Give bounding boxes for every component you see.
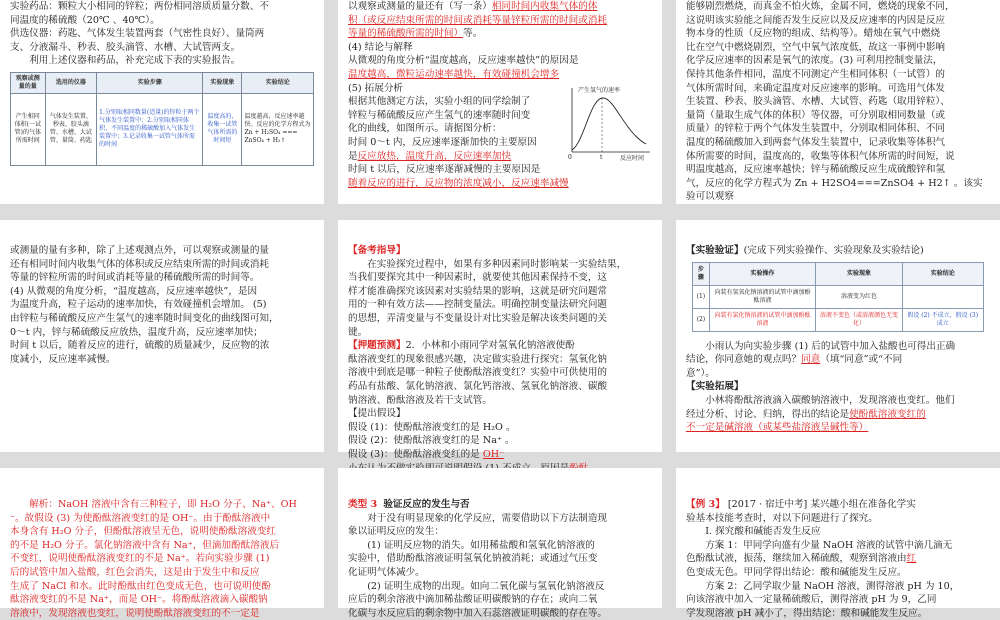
verification-table xyxy=(692,262,984,332)
explanation-line: 本身含有 H₂O 分子，但酚酞溶液呈无色，说明使酚酞溶液变红 xyxy=(10,526,277,538)
text-line: 锌粒与稀硫酸反应产生氢气的速率随时间变 xyxy=(348,109,531,121)
section-heading: 【备考指导】 xyxy=(348,245,406,256)
text-line: 化的曲线，如图所示。请据图分析： xyxy=(348,123,502,135)
explanation-line: 溶液中，发现溶液也变红，说明使酚酞溶液变红的不一定是 xyxy=(10,607,260,619)
text-line: 由锌粒与稀硫酸反应产生氢气的速率随时间变化的曲线图可知， xyxy=(10,312,279,324)
text: [2017 · 宿迁中考] 某兴趣小组在准备化学实 xyxy=(727,499,916,510)
text-line: 酞溶液变红的现象很感兴趣，决定做实验进行探究：氢氧化钠 xyxy=(348,353,608,365)
answer-text: 不一定是碱溶液（或某些盐溶液呈碱性等） xyxy=(686,422,869,434)
table-header: 实验结论 xyxy=(902,262,983,285)
section-heading: 【实验拓展】 xyxy=(686,381,744,393)
table-header: 观察或测量的量 xyxy=(11,72,46,93)
slide-analysis xyxy=(676,0,1000,204)
text-line: 键。 xyxy=(348,326,368,338)
text-line: 时间 t 以后，随着反应的进行，硫酸的质量减少，反应物的浓 xyxy=(10,340,270,352)
answer-text: 相同时间内收集气体的体 xyxy=(491,1,598,12)
table-cell: 1.分别取相同数量(适量)的锌粒于两个气体发生装置中；2.分别取相同体积、不同温度的稀硫酸加入气体发生装置中；3.记录收集一试管气体所需的时间 xyxy=(97,93,203,165)
table-cell: 溶液变为红色 xyxy=(816,285,902,308)
explanation-line: ⁻。故假设 (3) 为使酚酞溶液变红的是 OH⁻。由于酚酞溶液中 xyxy=(10,512,271,524)
text-line: 体所需要的时间，温度高的，收集等体积气体所需的时间短，说 xyxy=(686,150,955,162)
text-line: 这说明该实验能之间能否发生反应以及反应速率的内因是反应 xyxy=(686,14,946,26)
slide-explanation xyxy=(0,468,324,619)
text-line: 时间 t 以后，反应速率逐渐减慢的主要原因是 xyxy=(348,164,541,176)
text-line: (2) 证明生成物的出现。如向二氧化碳与氢氧化钠溶液反 xyxy=(367,580,605,592)
text-line: 实验药品：颗粒大小相同的锌粒；两份相同溶质质量分数、不 xyxy=(10,1,270,12)
text-line: 的思想，弄清变量与不变量设计对比实验是解决该类问题的关 xyxy=(348,312,608,324)
text-line: 等量的锌粒所需的时间或消耗等量的稀硫酸所需的时间等。 xyxy=(10,272,260,284)
text-line: 化证明气体减少。 xyxy=(348,566,425,578)
text-line: 验可以观察 xyxy=(686,191,734,203)
text-line: 明温度越高，反应速率越快；锌与稀硫酸反应生成硫酸锌和氢 xyxy=(686,164,946,176)
text: 是 xyxy=(348,150,358,162)
explanation-line: 的不是 H₂O 分子。氯化钠溶液中含有 Na⁺，但滴加酚酞溶液后 xyxy=(10,539,280,551)
slide-exam-guide xyxy=(338,220,662,460)
text-line: (4) 从微观的角度分析，“温度越高，反应速率越快”，是因 xyxy=(10,285,258,297)
answer-text: 积（或反应结束所需的时间或消耗等量锌粒所需的时间或消耗 xyxy=(348,14,608,26)
text-line: 气体所需时间，来确定温度对反应速率的影响。可选用气体发 xyxy=(686,82,946,94)
text-line: 方案 1：甲同学向盛有少量 NaOH 溶液的试管中滴几滴无 xyxy=(705,539,953,551)
answer-text: 使酚酞溶液变红的 xyxy=(849,408,926,420)
text-line: 为温度升高，粒子运动的速率加快，有效碰撞机会增加。 (5) xyxy=(10,299,267,311)
chart-t-label: t xyxy=(600,154,603,161)
text-line: 学发现溶液 pH 减小了，得出结论：酸和碱能发生反应。 xyxy=(686,607,928,619)
text-line: 量筒（量取生成气体的体积）等仪器，可分别取相同数量（或 xyxy=(686,109,946,121)
rate-time-chart xyxy=(562,82,654,162)
type-title: 验证反应的发生与否 xyxy=(383,499,470,510)
explanation-line: 不变红，说明使酚酞溶液变红的不是 Na⁺。若向实验步骤 (1) xyxy=(10,553,270,565)
text: 以观察或测量的量还有（写一条） xyxy=(348,1,492,12)
text-line: 药品有盐酸、氯化钠溶液、氯化钙溶液、氢氧化钠溶液、碳酸 xyxy=(348,380,608,392)
text-line: 用的一种有效方法——控制变量法。明确控制变量法研究问题 xyxy=(348,299,608,311)
text-line: 当我们要探究其中一种因素时，就要使其他因素保持不变，这 xyxy=(348,272,608,284)
text-line: 意”）。 xyxy=(686,367,715,379)
text-line: 钠溶液、酚酞溶液及若干支试管。 xyxy=(348,394,492,406)
text-line: 【提出假设】 xyxy=(348,408,406,420)
answer-text: 等量的稀硫酸所需的时间） xyxy=(348,28,464,40)
text-line: 假设 (2)：使酚酞溶液变红的是 Na⁺ 。 xyxy=(348,435,515,447)
text-line: 保持其他条件相同，温度不同测定产生相同体积（一试管）的 xyxy=(686,68,946,80)
section-heading: 【押题预测】 xyxy=(348,340,406,352)
text-line: 生装置、秒表、胶头滴管、水槽、大试管、药匙（取用锌粒）、 xyxy=(686,96,950,108)
text-line: 比在空气中燃烧剧烈，空气中氧气浓度低，故这一事例中影响 xyxy=(686,41,946,53)
table-cell: 向装有氢氧化钠溶液的试管中滴加酚酞溶液 xyxy=(709,285,816,308)
experiment-table xyxy=(10,72,314,166)
text: （填“同意”或“不同 xyxy=(820,354,903,366)
type-label: 类型 3 xyxy=(348,499,378,510)
text: 假设 (3)：使酚酞溶液变红的是 xyxy=(348,448,480,460)
chart-origin-label: 0 xyxy=(568,154,572,161)
answer-text: 红 xyxy=(906,553,917,565)
table-header: 实验现象 xyxy=(203,72,242,93)
table-cell xyxy=(902,285,983,308)
explanation-line: 后的试管中加入盐酸，红色会消失，这是由于发生中和反应 xyxy=(10,566,260,578)
slide-example3 xyxy=(676,468,1000,619)
text: 等。 xyxy=(463,28,483,40)
explanation-line: 酞溶液变红的不是 Na⁺，而是 OH⁻。将酚酞溶液滴入碳酸钠 xyxy=(10,594,268,606)
table-header: 选用的仪器 xyxy=(45,72,97,93)
table-cell: (1) xyxy=(693,285,710,308)
text: 经过分析、讨论、归纳，得出的结论是 xyxy=(686,408,850,420)
text-line: (1) 证明反应物的消失。如用稀盐酸和氢氧化钠溶液的 xyxy=(367,539,595,551)
text-line: 时间 0～t 内，反应速率逐渐加快的主要原因 xyxy=(348,136,537,148)
table-cell: 温度越高，反应速率越快。反应的化学方程式为 Zn + H₂SO₄ === ZnSO₄ + H₂↑ xyxy=(242,93,314,165)
text-line: 假设 (1)：使酚酞溶液变红的是 H₂O 。 xyxy=(348,421,516,433)
text-line: 验基本技能考查时，对以下问题进行了探究。 xyxy=(686,512,878,524)
text-line: 对于没有明显现象的化学反应，需要借助以下方法制造现 xyxy=(367,512,608,524)
table-header: 实验操作 xyxy=(709,262,816,285)
answer-text: 同意 xyxy=(801,354,821,366)
table-header: 实验现象 xyxy=(816,262,902,285)
text-line: 在实验探究过程中，如果有多种因素同时影响某一实验结果， xyxy=(367,258,627,270)
text-line: 气，反应的化学方程式为 Zn + H2SO4===ZnSO4 + H2↑ 。该实 xyxy=(686,177,983,189)
text-line: Ⅰ. 探究酸和碱能否发生反应 xyxy=(705,526,821,538)
text-line: 0～t 内，锌与稀硫酸反应放热，温度升高，反应速率加快； xyxy=(10,326,263,338)
slide-type3 xyxy=(338,468,662,619)
table-cell: (2) xyxy=(693,308,710,331)
text-line: 样才能准确探究该因素对实验结果的影响，这就是研究问题常 xyxy=(348,285,608,297)
table-cell: 气体发生装置、秒表、胶头滴管、水槽、大试管、量筒、药匙 xyxy=(45,93,97,165)
text-line: 化碳与水反应后的剩余物中加入石蕊溶液证明碳酸的存在等。 xyxy=(348,607,608,619)
text: (完成下列实验操作、实验现象及实验结论) xyxy=(743,245,924,256)
section-heading: 【实验验证】 xyxy=(686,245,744,256)
table-header: 实验步骤 xyxy=(97,72,203,93)
answer-text: OH⁻ xyxy=(482,448,505,460)
text: 结论，你同意她的观点吗？ xyxy=(686,354,802,366)
chart-x-label: 反应时间 xyxy=(620,155,645,162)
text-line: (5) 拓展分析 xyxy=(348,82,404,94)
text-line: 化学反应速率的因素是氧气的浓度。(3) 可利用控制变量法， xyxy=(686,55,943,67)
text-line: 能够剧烈燃烧，而真金不怕火炼，金属不同，燃烧的现象不同， xyxy=(686,1,955,12)
text-line: 质量）的锌粒于两个气体发生装置中，分别取相同体积、不同 xyxy=(686,123,946,135)
table-cell: 温度高的，收集一试管气体所需的时间短 xyxy=(203,93,242,165)
text-line: 方案 2：乙同学取少量 NaOH 溶液，测得溶液 pH 为 10， xyxy=(705,580,960,592)
text-line: 或测量的量有多种，除了上述观测点外，可以观察或测量的量 xyxy=(10,245,270,256)
table-cell: 溶液不变色（或溶液颜色无变化） xyxy=(816,308,902,331)
explanation-line: 生成了 NaCl 和水。此时酚酞由红色变成无色，也可说明使酚 xyxy=(10,580,271,592)
text-line: 溶液中到底是哪一种粒子使酚酞溶液变红？实验中可供使用的 xyxy=(348,367,608,379)
text-line: 物本身的性质（反应物的组成、结构等）。蜡烛在氧气中燃烧 xyxy=(686,28,941,40)
text-line: 小林将酚酞溶液滴入碳酸钠溶液中，发现溶液也变红。他们 xyxy=(705,394,955,406)
answer-text: 随着反应的进行，反应物的浓度减小，反应速率减慢 xyxy=(348,177,569,189)
answer-text: 温度越高，微粒运动速率越快，有效碰撞机会增多 xyxy=(348,68,560,80)
table-cell: 假设 (2) 不成立，假设 (3) 成立 xyxy=(902,308,983,331)
example-label: 【例 3】 xyxy=(686,499,725,510)
text-line: 小雨认为向实验步骤 (1) 后的试管中加入盐酸也可得出正确 xyxy=(705,340,956,352)
text-line: 还有相同时间内收集气体的体积或反应结束所需的时间或消耗 xyxy=(10,258,270,270)
text: 2．小林和小雨同学对氢氧化钠溶液使酚 xyxy=(405,340,575,352)
text-line: 象以证明反应的发生： xyxy=(348,526,444,538)
text-line: 实验中，借助酚酞溶液证明氢氧化钠被消耗；或通过气压变 xyxy=(348,553,598,565)
text-line: (4) 结论与解释 xyxy=(348,41,413,53)
slide-experiment-verification xyxy=(676,220,1000,452)
explanation-line: 解析：NaOH 溶液中含有三种粒子，即 H₂O 分子、Na⁺、OH xyxy=(29,499,297,510)
text: 色酚酞试液，振荡，继续加入稀硫酸，观察到溶液由 xyxy=(686,553,907,565)
text-line: 应后的剩余溶液中滴加稀盐酸证明碳酸钠的存在；或向二氧 xyxy=(348,594,598,606)
text-line: 向该溶液中加入一定量稀硫酸后，测得溶液 pH 为 9，乙同 xyxy=(686,594,937,606)
answer-text: 反应放热，温度升高，反应速率加快 xyxy=(357,150,512,162)
table-cell: 产生相同体积(一试管)的气体所需时间 xyxy=(11,93,46,165)
text-line: 利用上述仪器和药品，补充完成下表的实验报告。 xyxy=(29,55,241,67)
table-header: 实验结论 xyxy=(242,72,314,93)
text-line: 同温度的稀硫酸（20℃ 、40℃）。 xyxy=(10,14,160,26)
text-line: 根据其他测定方法，实验小组的同学绘制了 xyxy=(348,96,531,108)
slide-experiment-report xyxy=(0,0,324,204)
slide-analysis-continued xyxy=(0,220,324,452)
text-line: 温度的稀硫酸加入到两套气体发生装置中，记录收集等体积气 xyxy=(686,136,946,148)
table-header: 步骤 xyxy=(693,262,710,285)
table-cell: 向装有氯化钠溶液的试管中滴加酚酞溶液 xyxy=(709,308,816,331)
chart-y-label: 产生氢气的速率 xyxy=(578,87,621,94)
slide-conclusion xyxy=(338,0,662,204)
text-line: 色变成无色。甲同学得出结论：酸和碱能发生反应。 xyxy=(686,566,907,578)
text-line: 度减小，反应速率减慢。 xyxy=(10,353,116,365)
rate-curve xyxy=(572,98,646,150)
text-line: 从微观的角度分析“温度越高，反应速率越快”的原因是 xyxy=(348,55,579,67)
text-line: 供选仪器：药匙、气体发生装置两套（气密性良好）、量筒两 xyxy=(10,28,265,40)
text-line: 支、分液漏斗、秒表、胶头滴管、水槽、大试管两支。 xyxy=(10,41,241,53)
